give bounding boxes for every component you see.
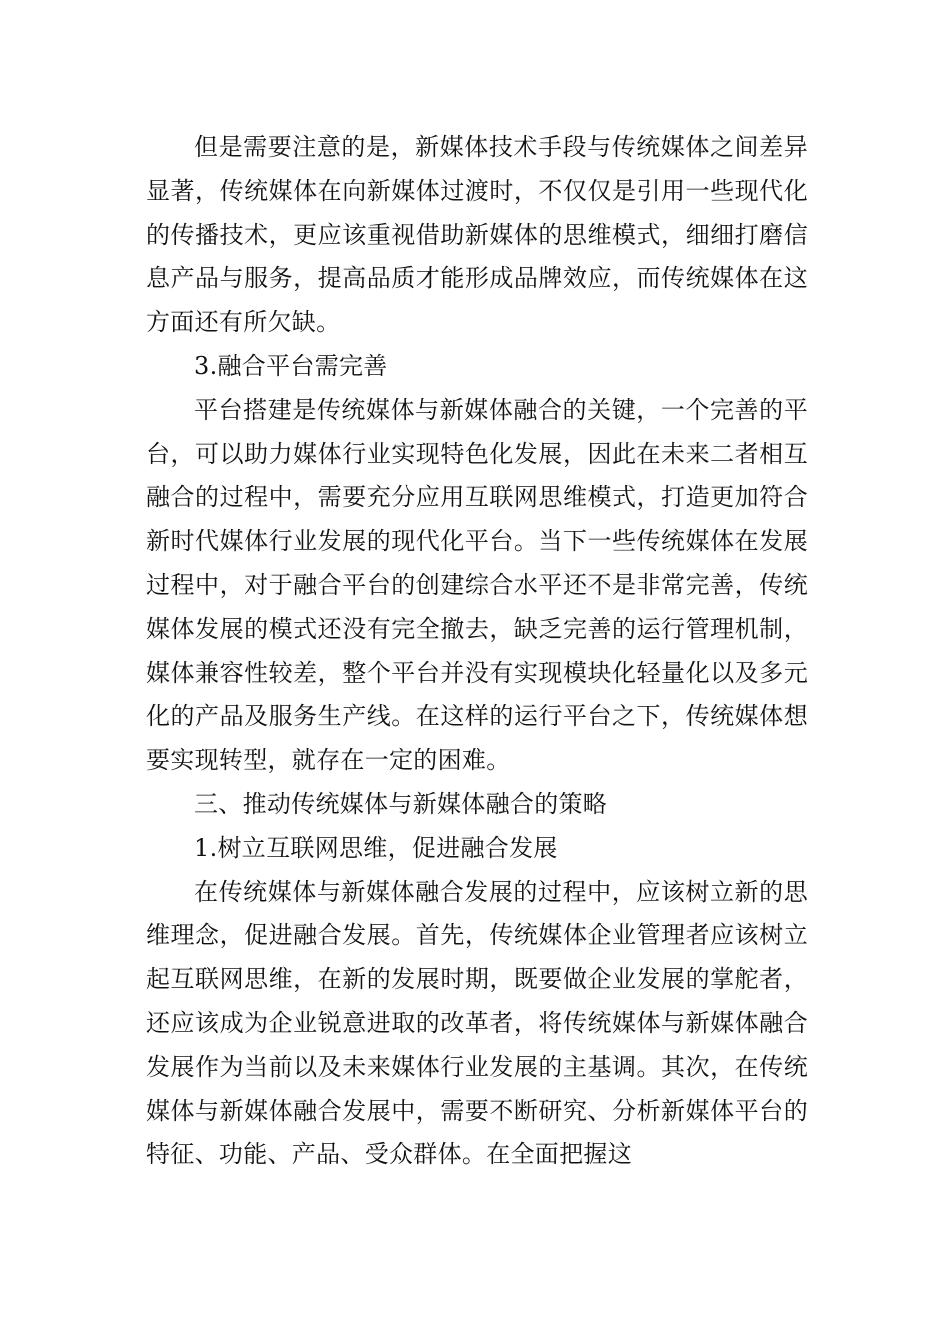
paragraph-platform-construction: 平台搭建是传统媒体与新媒体融合的关键，一个完善的平台，可以助力媒体行业实现特色化发展，因此在未来二者相互融合的过程中，需要充分应用互联网思维模式，打造更加符合新时代媒体行业发展的现代化平台。当下一些传统媒体在发展过程中，对于融合平台的创建综合水平还不是非常完善，传统媒体发展的模式还没有完全撤去，缺乏完善的运行管理机制，媒体兼容性较差，整个平台并没有实现模块化轻量化以及多元化的产品及服务生产线。在这样的运行平台之下，传统媒体想要实现转型，就存在一定的困难。 [146, 395, 808, 775]
document-body [146, 126, 808, 1177]
subheading-platform-improvement: 3.融合平台需完善 [194, 351, 388, 380]
subheading-internet-thinking: 1.树立互联网思维，促进融合发展 [194, 833, 558, 862]
paragraph-integration-development: 在传统媒体与新媒体融合发展的过程中，应该树立新的思维理念，促进融合发展。首先，传统媒体企业管理者应该树立起互联网思维，在新的发展时期，既要做企业发展的掌舵者，还应该成为企业锐意进取的改革者，将传统媒体与新媒体融合发展作为当前以及未来媒体行业发展的主基调。其次，在传统媒体与新媒体融合发展中，需要不断研究、分析新媒体平台的特征、功能、产品、受众群体。在全面把握这 [146, 877, 808, 1169]
paragraph-media-differences: 但是需要注意的是，新媒体技术手段与传统媒体之间差异显著，传统媒体在向新媒体过渡时，不仅仅是引用一些现代化的传播技术，更应该重视借助新媒体的思维模式，细细打磨信息产品与服务，提高品质才能形成品牌效应，而传统媒体在这方面还有所欠缺。 [146, 133, 808, 337]
section-heading-strategies: 三、推动传统媒体与新媒体融合的策略 [194, 789, 608, 818]
